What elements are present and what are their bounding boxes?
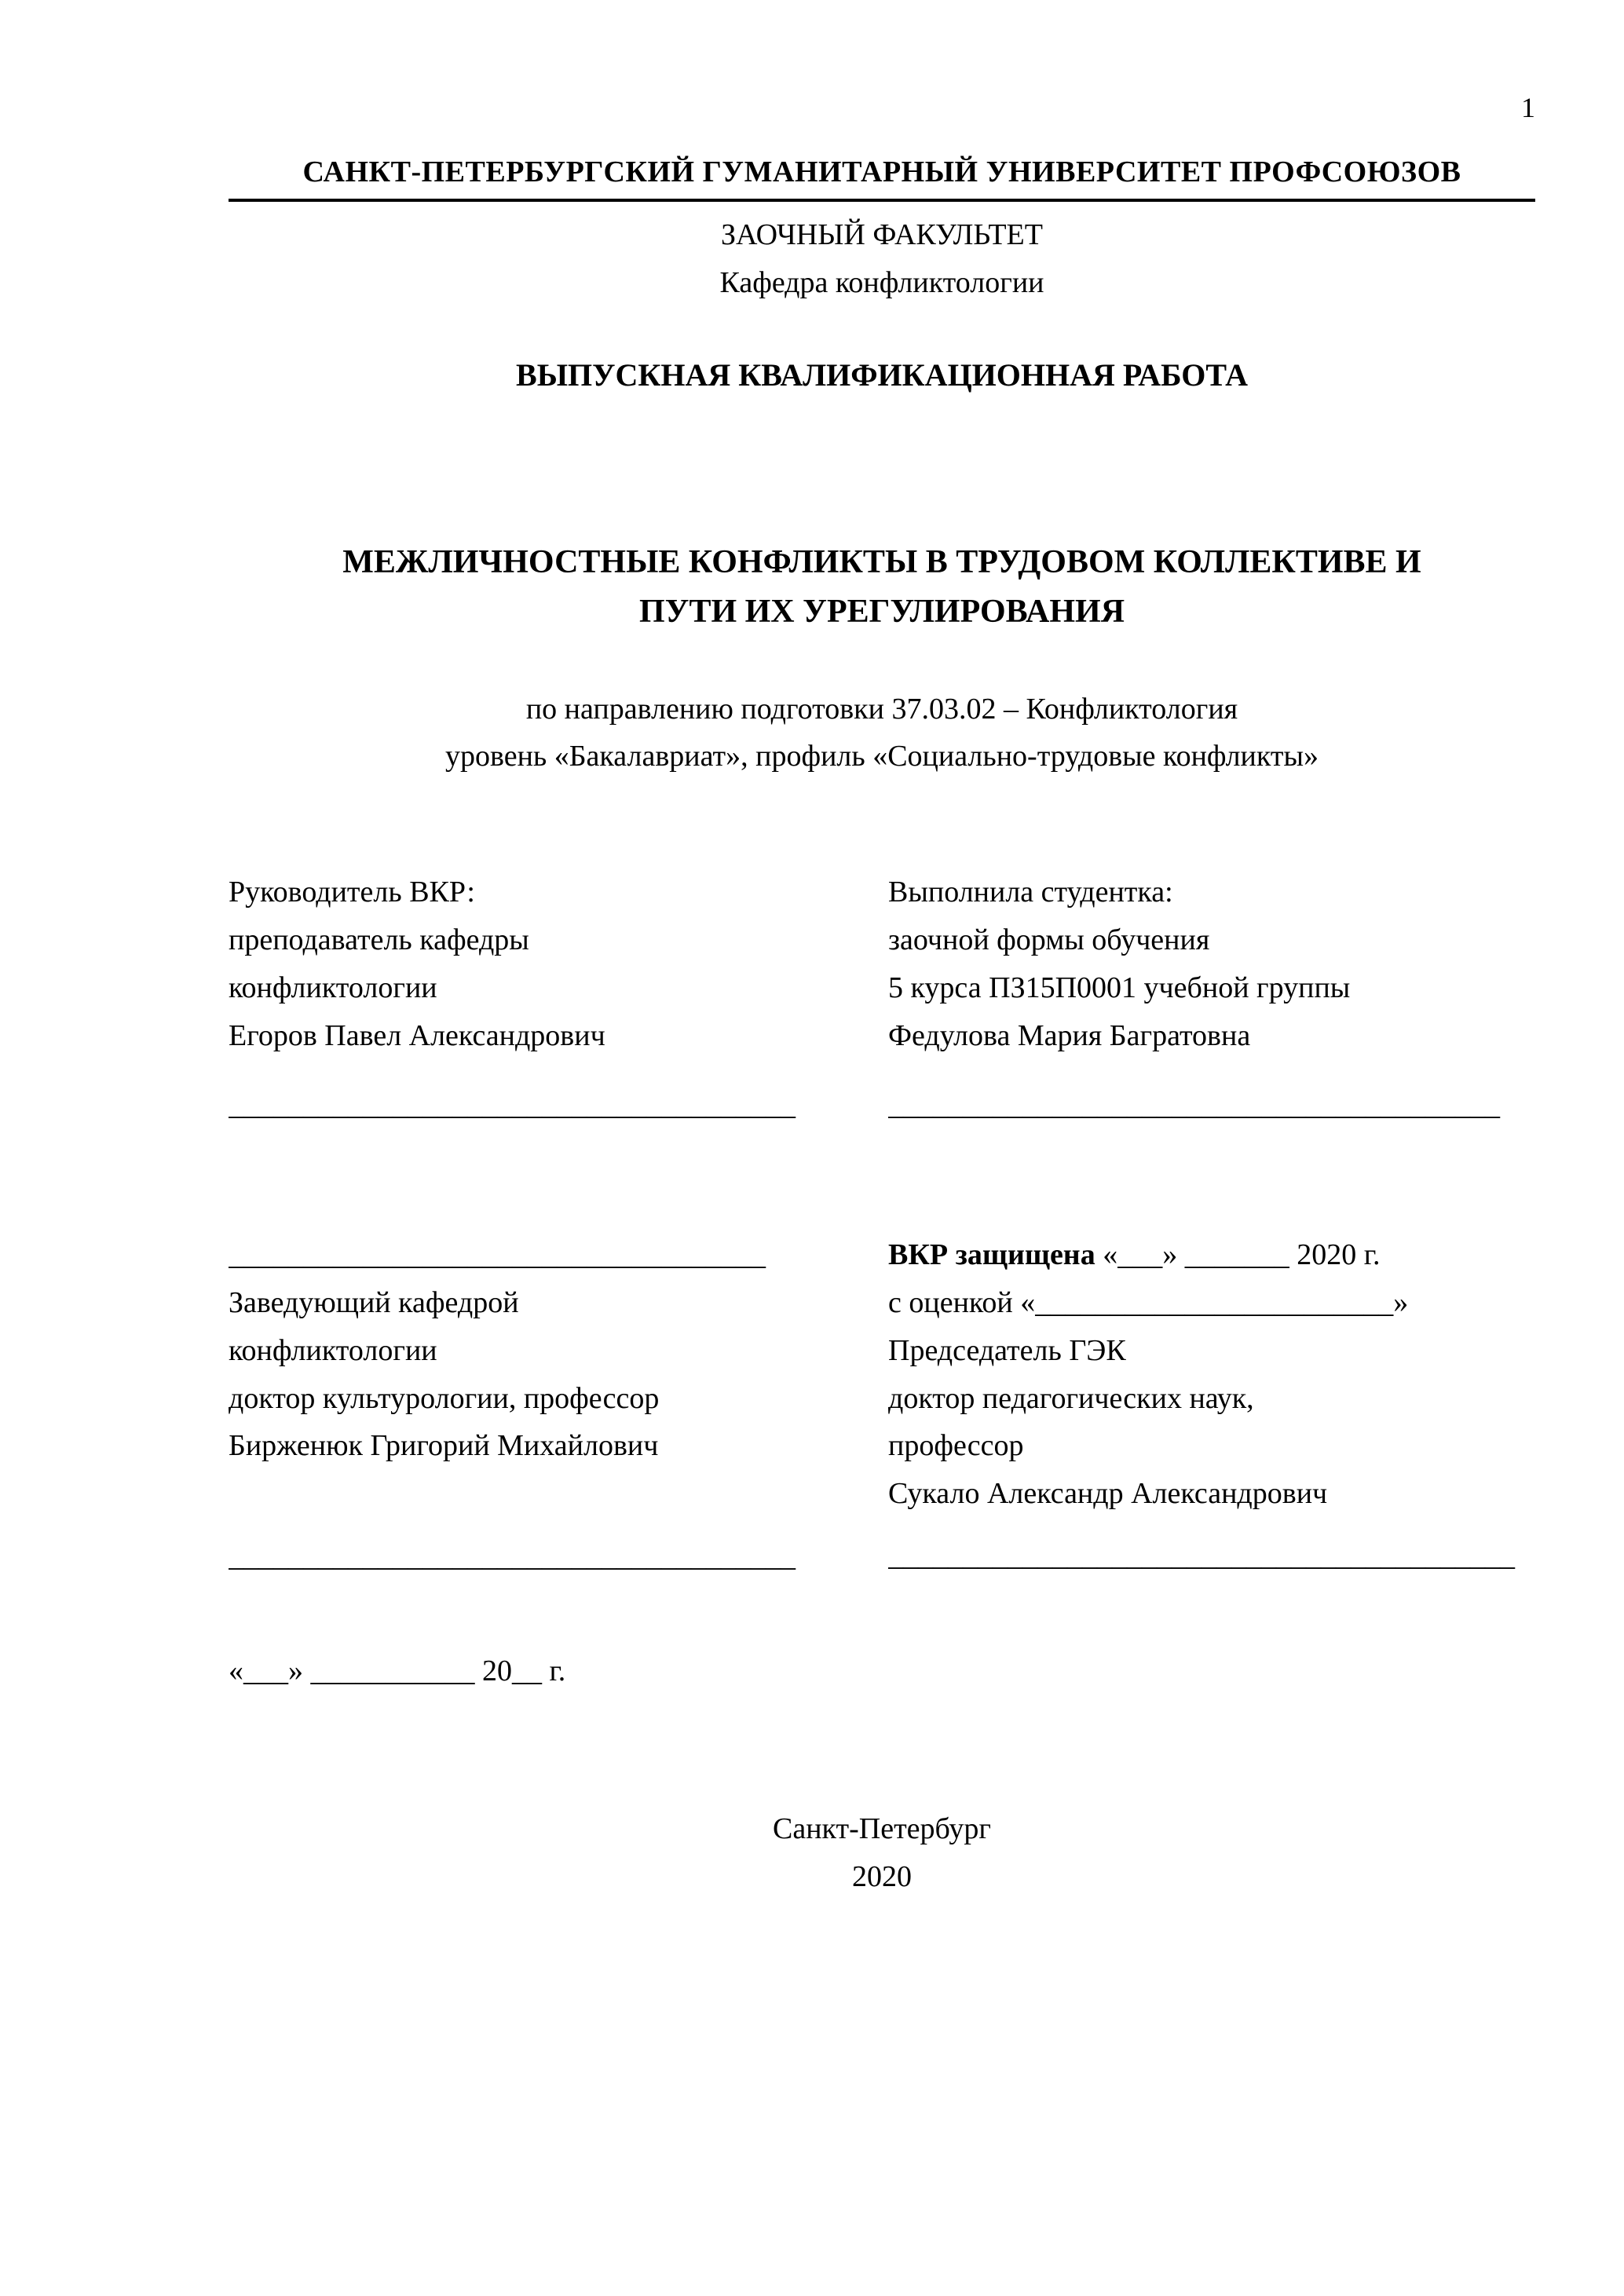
thesis-title-line-2: ПУТИ ИХ УРЕГУЛИРОВАНИЯ [638,593,1125,630]
department-head-name: Бирженюк Григорий Михайлович [229,1429,659,1463]
signatures-block-2 [229,1231,1535,1581]
faculty-name: ЗАОЧНЫЙ ФАКУЛЬТЕТ [721,218,1043,252]
committee-chair-degree-line-2: профессор [888,1429,1024,1463]
committee-chair-role: Председатель ГЭК [888,1333,1126,1367]
student-group: 5 курса ПЗ15П0001 учебной группы [888,971,1351,1004]
department-head-signature-line-top: ____________________________________ [229,1238,766,1272]
student-block [857,868,1535,1129]
supervisor-block [229,868,857,1129]
defense-date-line [888,1231,1535,1279]
page-number: 1 [1521,92,1535,123]
department-head-block [229,1231,857,1581]
program-level: уровень «Бакалавриат», профиль «Социально-трудовые конфликты» [444,740,1319,773]
department-head-degree: доктор культурологии, профессор [229,1381,660,1415]
document-footer [229,1805,1535,1901]
student-study-form: заочной формы обучения [888,923,1210,957]
work-type-heading: ВЫПУСКНАЯ КВАЛИФИКАЦИОННАЯ РАБОТА [516,356,1248,393]
committee-chair-degree-line-1: доктор педагогических наук, [888,1381,1254,1415]
student-signature-line: _________________________________________ [888,1088,1500,1122]
student-role: Выполнила студентка: [888,876,1173,909]
department-head-role-line-2: конфликтологии [229,1333,437,1367]
footer-city: Санкт-Петербург [772,1812,992,1845]
date-blank-line: «___» ___________ 20__ г. [229,1654,566,1688]
program-info [229,686,1535,781]
defense-date-blank: «___» _______ 2020 г. [1095,1238,1381,1272]
department-head-signature-line: ______________________________________ [229,1540,796,1574]
committee-chair-signature-line: __________________________________________ [888,1539,1515,1573]
supervisor-signature-line: ______________________________________ [229,1088,796,1122]
defense-grade-line: с оценкой «________________________» [888,1286,1409,1320]
university-name: САНКТ-ПЕТЕРБУРГСКИЙ ГУМАНИТАРНЫЙ УНИВЕРСИТЕТ ПРОФСОЮЗОВ [302,155,1461,188]
student-name: Федулова Мария Багратовна [888,1018,1251,1052]
department-name: Кафедра конфликтологии [719,265,1044,299]
footer-year: 2020 [852,1859,912,1893]
defense-label: ВКР защищена [888,1238,1095,1272]
thesis-title-line-1: МЕЖЛИЧНОСТНЫЕ КОНФЛИКТЫ В ТРУДОВОМ КОЛЛЕКТИВЕ И [342,543,1421,580]
department-head-role-line-1: Заведующий кафедрой [229,1286,519,1320]
supervisor-name: Егоров Павел Александрович [229,1018,605,1052]
thesis-title [229,538,1535,637]
signatures-block-1 [229,868,1535,1129]
defense-block [857,1231,1535,1580]
supervisor-position-line-2: конфликтологии [229,971,437,1004]
document-header [229,154,1535,307]
supervisor-position-line-1: преподаватель кафедры [229,923,529,957]
header-divider [229,199,1535,202]
committee-chair-name: Сукало Александр Александрович [888,1477,1328,1511]
program-direction: по направлению подготовки 37.03.02 – Конфликтология [525,692,1238,726]
supervisor-role: Руководитель ВКР: [229,876,475,909]
